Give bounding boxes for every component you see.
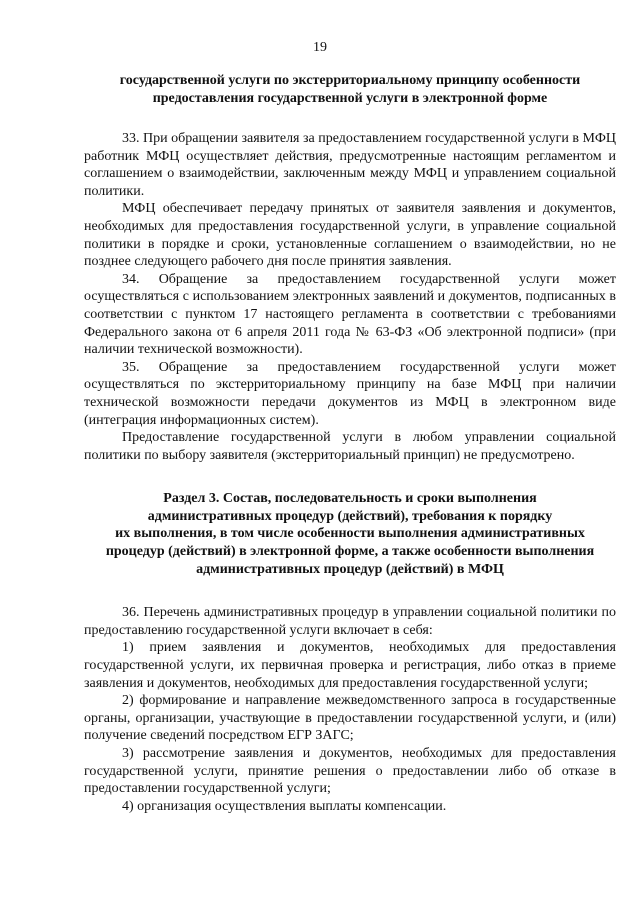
section-heading-line-1: Раздел 3. Состав, последовательность и сроки выполнения bbox=[163, 491, 537, 507]
paragraph-mfc-transfer: МФЦ обеспечивает передачу принятых от заявителя заявления и документов, необходимых для предоставления государственной услуги, в управление социальной политики в порядке и сроки, установленные соглашением о взаимодействии, но не позднее следующего рабочего дня после принятия заявления. bbox=[84, 201, 616, 270]
section-heading bbox=[84, 490, 616, 578]
page-content bbox=[84, 72, 616, 815]
paragraph-33: 33. При обращении заявителя за предоставлением государственной услуги в МФЦ работник МФЦ осуществляет действия, предусмотренные настоящим регламентом и соглашением о взаимодействии, заключенным между МФЦ и управлением социальной политики. bbox=[84, 131, 616, 199]
paragraph-36: 36. Перечень административных процедур в управлении социальной политики по предоставлению государственной услуги включает в себя: bbox=[84, 605, 616, 638]
section-heading-line-2: административных процедур (действий), требования к порядку bbox=[147, 508, 553, 524]
subsection-heading-line-2: предоставления государственной услуги в электронной форме bbox=[152, 91, 548, 106]
subsection-heading bbox=[84, 72, 616, 108]
section-heading-line-3: их выполнения, в том числе особенности выполнения административных bbox=[115, 526, 585, 542]
list-item-1: 1) прием заявления и документов, необходимых для предоставления государственной услуги, их первичная проверка и регистрация, либо отказ в приеме заявления и документов, необходимых для предоставления государственной услуги; bbox=[84, 640, 616, 691]
subsection-heading-line-1: государственной услуги по экстерриториальному принципу особенности bbox=[119, 73, 581, 88]
paragraph-35: 35. Обращение за предоставлением государственной услуги может осуществляться по экстерриториальному принципу на базе МФЦ при наличии технической возможности передачи документов из МФЦ в электронном виде (интеграция информационных систем). bbox=[84, 359, 616, 428]
list-item-3: 3) рассмотрение заявления и документов, необходимых для предоставления государственной услуги, принятие решения о предоставлении либо об отказе в предоставлении государственной услуги; bbox=[84, 746, 616, 797]
page-number: 19 bbox=[313, 40, 327, 55]
list-item-2: 2) формирование и направление межведомственного запроса в государственные органы, организации, участвующие в предоставлении государственной услуги, и (или) получение сведений посредством ЕГР ЗАГС; bbox=[84, 693, 616, 744]
list-item-4: 4) организация осуществления выплаты компенсации. bbox=[122, 798, 447, 814]
section-heading-line-5: административных процедур (действий) в МФЦ bbox=[196, 561, 504, 577]
paragraph-exterritorial: Предоставление государственной услуги в любом управлении социальной политики по выбору заявителя (экстерриториальный принцип) не предусмотрено. bbox=[84, 430, 616, 463]
paragraph-34: 34. Обращение за предоставлением государственной услуги может осуществляться с использованием электронных заявлений и документов, подписанных в соответствии с пунктом 17 настоящего регламента в соответствии с требованиями Федерального закона от 6 апреля 2011 года № 63-ФЗ «Об электронной подписи» (при наличии технической возможности). bbox=[84, 271, 616, 358]
section-heading-line-4: процедур (действий) в электронной форме, а также особенности выполнения bbox=[105, 544, 595, 560]
